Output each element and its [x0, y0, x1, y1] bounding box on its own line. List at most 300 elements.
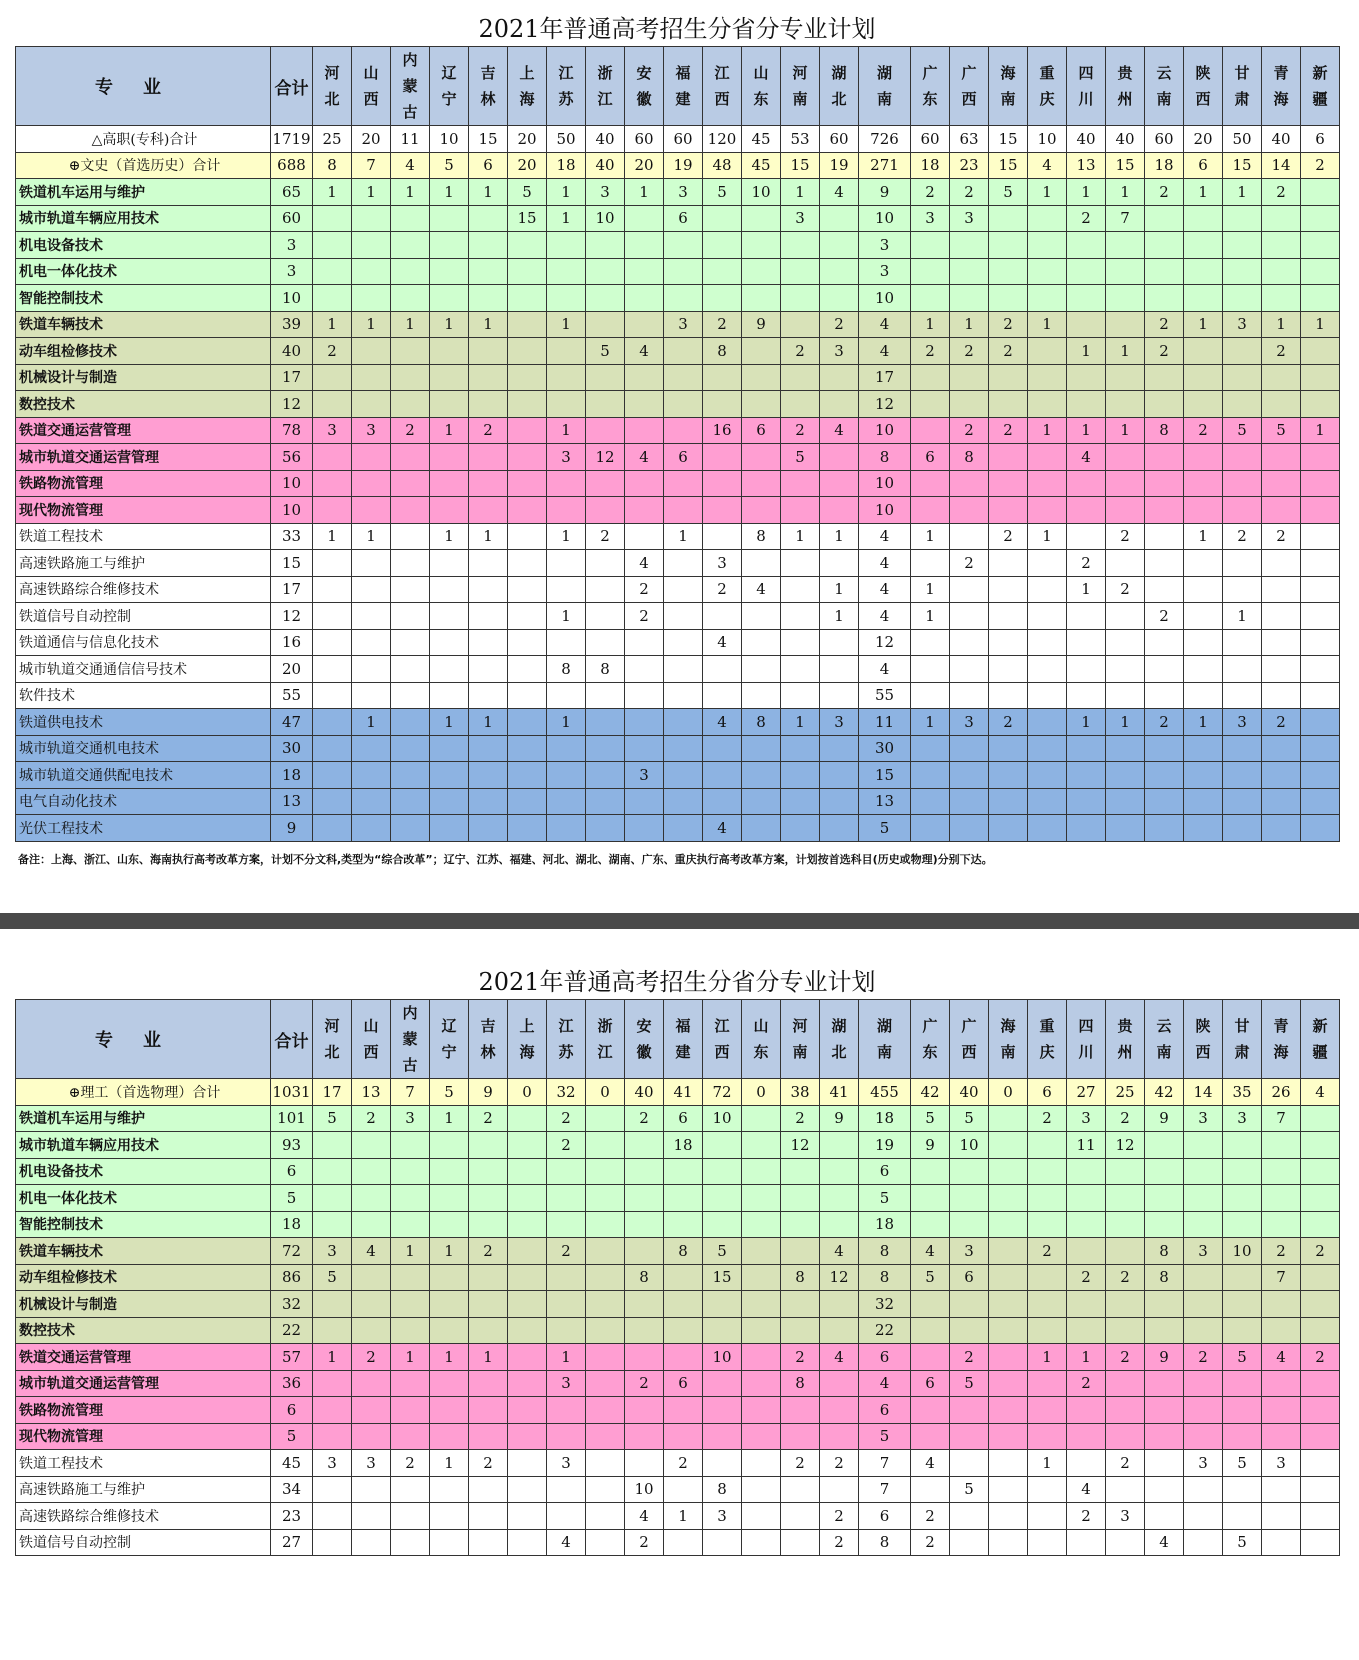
cell-value	[313, 1185, 352, 1212]
cell-value	[1223, 1132, 1262, 1159]
cell-value	[430, 815, 469, 842]
cell-value	[547, 1476, 586, 1503]
cell-value	[391, 735, 430, 762]
cell-value: 6	[664, 1105, 703, 1132]
header-province: 浙 江	[586, 1000, 625, 1079]
cell-value: 5	[950, 1370, 989, 1397]
cell-value	[1145, 232, 1184, 259]
cell-value	[508, 338, 547, 365]
cell-value	[508, 364, 547, 391]
cell-value	[664, 417, 703, 444]
cell-value	[352, 1132, 391, 1159]
header-province: 福 建	[664, 47, 703, 126]
cell-value	[1184, 1158, 1223, 1185]
cell-value	[586, 1317, 625, 1344]
cell-value	[1262, 1317, 1301, 1344]
table-row	[16, 656, 1340, 683]
cell-value	[430, 1529, 469, 1556]
cell-value	[625, 1132, 664, 1159]
cell-value: 3	[950, 1238, 989, 1265]
header-province: 山 东	[742, 1000, 781, 1079]
cell-value	[703, 1450, 742, 1477]
cell-value	[508, 311, 547, 338]
cell-value: 1	[664, 1503, 703, 1530]
cell-value	[469, 258, 508, 285]
cell-value: 3	[820, 709, 859, 736]
cell-value	[989, 1291, 1028, 1318]
cell-value	[1145, 1291, 1184, 1318]
cell-value	[508, 682, 547, 709]
cell-value	[391, 603, 430, 630]
cell-value: 18	[859, 1211, 911, 1238]
cell-value	[989, 1132, 1028, 1159]
cell-value	[1301, 815, 1340, 842]
cell-value	[625, 709, 664, 736]
cell-value: 2	[989, 417, 1028, 444]
cell-value	[313, 603, 352, 630]
cell-value: 1	[430, 1450, 469, 1477]
cell-value: 4	[859, 576, 911, 603]
cell-value	[430, 629, 469, 656]
cell-value: 18	[547, 152, 586, 179]
cell-value: 726	[859, 126, 911, 153]
cell-value	[781, 1238, 820, 1265]
cell-value: 1	[547, 311, 586, 338]
cell-value	[469, 1529, 508, 1556]
cell-value: 2	[469, 1105, 508, 1132]
cell-value	[586, 788, 625, 815]
cell-value	[989, 1476, 1028, 1503]
cell-value: 4	[742, 576, 781, 603]
sheet-title: 2021年普通高考招生分省分专业计划	[478, 968, 876, 996]
cell-value	[989, 1211, 1028, 1238]
table-row	[16, 788, 1340, 815]
cell-value	[950, 364, 989, 391]
cell-value	[989, 1105, 1028, 1132]
cell-value	[820, 1291, 859, 1318]
header-province: 山 西	[352, 47, 391, 126]
cell-value	[1145, 735, 1184, 762]
cell-value	[1223, 444, 1262, 471]
cell-value	[989, 1370, 1028, 1397]
cell-value	[664, 709, 703, 736]
cell-value	[1028, 1529, 1067, 1556]
cell-value: 40	[586, 126, 625, 153]
cell-value: 0	[508, 1079, 547, 1106]
header-province: 安 徽	[625, 1000, 664, 1079]
cell-value: 2	[950, 417, 989, 444]
cell-value	[586, 232, 625, 259]
header-province: 吉 林	[469, 1000, 508, 1079]
cell-value: 20	[1184, 126, 1223, 153]
cell-value	[950, 258, 989, 285]
cell-value	[1106, 550, 1145, 577]
cell-value	[625, 497, 664, 524]
cell-value	[313, 815, 352, 842]
cell-value	[469, 762, 508, 789]
cell-value	[781, 497, 820, 524]
cell-value: 10	[703, 1105, 742, 1132]
cell-value	[1262, 258, 1301, 285]
table-row	[16, 1105, 1340, 1132]
cell-value	[1262, 656, 1301, 683]
cell-value	[508, 1529, 547, 1556]
cell-value: 3	[1223, 1105, 1262, 1132]
table-row	[16, 1079, 1340, 1106]
cell-value: 1	[313, 523, 352, 550]
cell-value: 40	[950, 1079, 989, 1106]
cell-value	[1262, 1529, 1301, 1556]
cell-value: 2	[1028, 1105, 1067, 1132]
cell-value	[1184, 788, 1223, 815]
cell-value: 1	[430, 311, 469, 338]
cell-value: 7	[859, 1476, 911, 1503]
cell-value	[469, 603, 508, 630]
cell-value: 3	[1067, 1105, 1106, 1132]
cell-value	[352, 1317, 391, 1344]
cell-value: 2	[1067, 550, 1106, 577]
cell-value	[1301, 550, 1340, 577]
cell-value: 15	[1223, 152, 1262, 179]
cell-value: 8	[950, 444, 989, 471]
cell-value: 11	[1067, 1132, 1106, 1159]
cell-value	[1223, 735, 1262, 762]
cell-value	[1106, 497, 1145, 524]
cell-value	[911, 232, 950, 259]
cell-value	[625, 232, 664, 259]
cell-value	[950, 576, 989, 603]
cell-value	[742, 1476, 781, 1503]
cell-value	[1262, 682, 1301, 709]
cell-value: 23	[950, 152, 989, 179]
cell-value: 3	[911, 205, 950, 232]
major-name: 电气自动化技术	[16, 788, 271, 815]
cell-value	[742, 1291, 781, 1318]
table-row	[16, 1264, 1340, 1291]
cell-value	[313, 497, 352, 524]
cell-value	[1028, 338, 1067, 365]
cell-value	[1301, 1105, 1340, 1132]
cell-value	[508, 232, 547, 259]
cell-value	[313, 205, 352, 232]
cell-value	[820, 1476, 859, 1503]
cell-value: 12	[859, 391, 911, 418]
cell-value	[1301, 1264, 1340, 1291]
cell-value	[1223, 550, 1262, 577]
cell-value: 2	[950, 550, 989, 577]
cell-value: 2	[625, 603, 664, 630]
cell-value	[352, 1185, 391, 1212]
cell-value	[1067, 497, 1106, 524]
cell-value	[950, 1503, 989, 1530]
cell-value	[703, 205, 742, 232]
cell-value	[742, 629, 781, 656]
cell-value: 4	[352, 1238, 391, 1265]
cell-value	[586, 364, 625, 391]
cell-value: 5	[911, 1105, 950, 1132]
header-province: 山 东	[742, 47, 781, 126]
row-total: 57	[271, 1344, 313, 1371]
cell-value: 20	[625, 152, 664, 179]
cell-value: 3	[1184, 1450, 1223, 1477]
cell-value	[1301, 788, 1340, 815]
cell-value	[1028, 682, 1067, 709]
cell-value	[625, 656, 664, 683]
cell-value: 3	[859, 258, 911, 285]
cell-value	[911, 1211, 950, 1238]
cell-value	[1028, 1503, 1067, 1530]
cell-value: 4	[859, 1370, 911, 1397]
row-total: 688	[271, 152, 313, 179]
cell-value: 5	[430, 1079, 469, 1106]
cell-value	[625, 311, 664, 338]
cell-value: 1	[820, 576, 859, 603]
row-total: 22	[271, 1317, 313, 1344]
cell-value	[508, 391, 547, 418]
cell-value: 4	[625, 444, 664, 471]
cell-value: 3	[781, 205, 820, 232]
major-name: 软件技术	[16, 682, 271, 709]
row-total: 72	[271, 1238, 313, 1265]
cell-value	[586, 1158, 625, 1185]
cell-value: 40	[625, 1079, 664, 1106]
cell-value	[664, 364, 703, 391]
cell-value: 1	[352, 523, 391, 550]
cell-value	[1028, 788, 1067, 815]
cell-value: 2	[1145, 603, 1184, 630]
major-name: 现代物流管理	[16, 497, 271, 524]
header-province: 陕 西	[1184, 1000, 1223, 1079]
header-province: 福 建	[664, 1000, 703, 1079]
cell-value	[313, 1529, 352, 1556]
cell-value	[1223, 1423, 1262, 1450]
row-total: 3	[271, 232, 313, 259]
cell-value	[989, 550, 1028, 577]
cell-value	[1223, 232, 1262, 259]
cell-value	[1301, 1476, 1340, 1503]
cell-value	[508, 1317, 547, 1344]
cell-value	[586, 1397, 625, 1424]
row-total: 10	[271, 497, 313, 524]
header-province: 江 苏	[547, 1000, 586, 1079]
cell-value: 4	[911, 1238, 950, 1265]
cell-value	[1067, 232, 1106, 259]
cell-value	[508, 1423, 547, 1450]
cell-value	[1301, 1423, 1340, 1450]
cell-value	[703, 391, 742, 418]
cell-value: 8	[859, 1238, 911, 1265]
cell-value: 3	[1223, 311, 1262, 338]
cell-value: 1	[1223, 603, 1262, 630]
cell-value	[430, 1317, 469, 1344]
cell-value	[586, 1370, 625, 1397]
cell-value	[989, 497, 1028, 524]
cell-value: 1	[430, 523, 469, 550]
header-province: 广 西	[950, 47, 989, 126]
cell-value	[820, 656, 859, 683]
cell-value: 42	[1145, 1079, 1184, 1106]
cell-value	[586, 815, 625, 842]
row-total: 45	[271, 1450, 313, 1477]
cell-value	[1028, 497, 1067, 524]
cell-value: 2	[313, 338, 352, 365]
cell-value	[911, 656, 950, 683]
table-row	[16, 1132, 1340, 1159]
cell-value	[1145, 682, 1184, 709]
cell-value	[1184, 1423, 1223, 1450]
cell-value: 2	[1301, 1344, 1340, 1371]
cell-value	[1106, 470, 1145, 497]
cell-value	[1301, 179, 1340, 206]
cell-value	[703, 1529, 742, 1556]
cell-value	[1067, 735, 1106, 762]
cell-value	[1106, 656, 1145, 683]
table-row	[16, 603, 1340, 630]
cell-value	[313, 709, 352, 736]
table-row	[16, 735, 1340, 762]
row-total: 17	[271, 364, 313, 391]
cell-value: 5	[508, 179, 547, 206]
cell-value	[703, 1423, 742, 1450]
cell-value	[469, 444, 508, 471]
cell-value	[1067, 1185, 1106, 1212]
cell-value	[1223, 338, 1262, 365]
table-row	[16, 470, 1340, 497]
cell-value	[1301, 391, 1340, 418]
cell-value	[781, 311, 820, 338]
row-total: 16	[271, 629, 313, 656]
cell-value	[508, 497, 547, 524]
cell-value	[820, 205, 859, 232]
cell-value	[703, 735, 742, 762]
cell-value: 1	[781, 179, 820, 206]
major-name: 动车组检修技术	[16, 338, 271, 365]
cell-value	[1028, 1423, 1067, 1450]
cell-value: 15	[859, 762, 911, 789]
cell-value: 40	[1262, 126, 1301, 153]
cell-value	[1262, 444, 1301, 471]
cell-value: 2	[547, 1238, 586, 1265]
cell-value	[469, 391, 508, 418]
cell-value: 2	[1067, 1370, 1106, 1397]
cell-value: 6	[469, 152, 508, 179]
cell-value	[508, 1291, 547, 1318]
cell-value	[1184, 1211, 1223, 1238]
cell-value	[820, 788, 859, 815]
row-total: 40	[271, 338, 313, 365]
table-row	[16, 1476, 1340, 1503]
cell-value: 2	[911, 179, 950, 206]
cell-value	[781, 576, 820, 603]
cell-value	[391, 682, 430, 709]
cell-value	[1223, 205, 1262, 232]
cell-value	[1106, 285, 1145, 312]
cell-value	[703, 1291, 742, 1318]
cell-value: 4	[703, 709, 742, 736]
cell-value	[742, 1529, 781, 1556]
cell-value	[781, 682, 820, 709]
cell-value	[313, 1503, 352, 1530]
cell-value	[664, 1264, 703, 1291]
cell-value: 1	[664, 523, 703, 550]
cell-value	[547, 1158, 586, 1185]
cell-value	[950, 470, 989, 497]
cell-value: 4	[1067, 1476, 1106, 1503]
cell-value	[1262, 1476, 1301, 1503]
cell-value	[430, 497, 469, 524]
cell-value: 10	[1028, 126, 1067, 153]
cell-value: 7	[352, 152, 391, 179]
cell-value: 2	[1067, 1264, 1106, 1291]
cell-value: 2	[1301, 152, 1340, 179]
cell-value: 2	[989, 523, 1028, 550]
cell-value: 1	[1184, 179, 1223, 206]
cell-value	[1145, 629, 1184, 656]
cell-value	[625, 417, 664, 444]
cell-value	[1223, 497, 1262, 524]
cell-value	[820, 285, 859, 312]
cell-value: 3	[664, 179, 703, 206]
header-province: 湖 南	[859, 47, 911, 126]
cell-value	[1301, 1397, 1340, 1424]
cell-value	[625, 1291, 664, 1318]
cell-value: 8	[1145, 417, 1184, 444]
cell-value	[430, 470, 469, 497]
cell-value	[1184, 470, 1223, 497]
major-name: 高速铁路施工与维护	[16, 550, 271, 577]
cell-value: 1	[911, 709, 950, 736]
cell-value	[469, 1211, 508, 1238]
cell-value	[391, 1317, 430, 1344]
cell-value	[781, 1185, 820, 1212]
cell-value	[352, 550, 391, 577]
cell-value	[1262, 735, 1301, 762]
cell-value: 5	[430, 152, 469, 179]
cell-value: 6	[742, 417, 781, 444]
cell-value: 1	[1067, 576, 1106, 603]
header-province: 安 徽	[625, 47, 664, 126]
cell-value	[1028, 1132, 1067, 1159]
cell-value	[1223, 285, 1262, 312]
cell-value	[313, 550, 352, 577]
header-province: 甘 肃	[1223, 47, 1262, 126]
cell-value	[1184, 629, 1223, 656]
cell-value: 1	[1067, 179, 1106, 206]
cell-value: 8	[625, 1264, 664, 1291]
cell-value: 0	[742, 1079, 781, 1106]
cell-value	[989, 1317, 1028, 1344]
cell-value	[1301, 258, 1340, 285]
cell-value	[625, 1344, 664, 1371]
cell-value	[508, 1185, 547, 1212]
row-total: 30	[271, 735, 313, 762]
cell-value: 0	[586, 1079, 625, 1106]
cell-value	[1067, 1397, 1106, 1424]
major-name: 城市轨道车辆应用技术	[16, 1132, 271, 1159]
cell-value: 1	[430, 1238, 469, 1265]
cell-value: 40	[586, 152, 625, 179]
cell-value: 5	[1223, 1529, 1262, 1556]
cell-value	[469, 550, 508, 577]
cell-value	[586, 576, 625, 603]
cell-value	[391, 258, 430, 285]
cell-value	[950, 497, 989, 524]
cell-value	[1301, 523, 1340, 550]
cell-value	[313, 391, 352, 418]
cell-value	[625, 364, 664, 391]
table-row	[16, 1397, 1340, 1424]
cell-value	[664, 735, 703, 762]
